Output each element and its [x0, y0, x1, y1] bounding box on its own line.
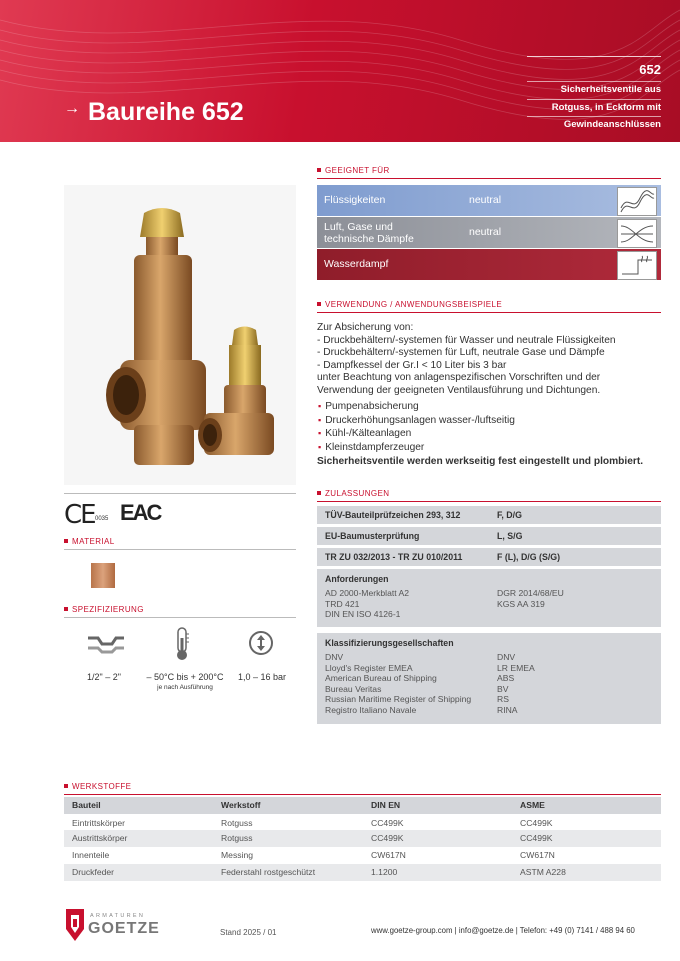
media-name: Luft, Gase und technische Dämpfe: [324, 221, 414, 245]
usage-intro: Zur Absicherung von:: [317, 322, 414, 333]
connection-size-icon: [86, 630, 126, 661]
requirements-left: AD 2000-Merkblatt A2 TRD 421 DIN EN ISO 4126-1: [325, 588, 410, 619]
footer-stand: Stand 2025 / 01: [220, 928, 277, 937]
classification-title: Klassifizierungsgesellschaften: [325, 638, 454, 648]
media-row-liquids: [317, 185, 661, 216]
section-heading-material: MATERIAL: [64, 537, 115, 546]
list-item: ▪ Druckerhöhungsanlagen wasser-/luftseitig: [328, 414, 667, 428]
media-row-gases: [317, 217, 661, 248]
material-swatch: [91, 563, 115, 588]
divider: [317, 312, 661, 313]
section-heading-media: GEEIGNET FÜR: [317, 166, 390, 175]
page-title: Baureihe 652: [88, 98, 244, 126]
requirements-block: [317, 569, 661, 627]
ce-mark: CE: [64, 500, 95, 530]
divider: [64, 617, 296, 618]
usage-line: - Dampfkessel der Gr.I < 10 Liter bis 3 bar: [317, 359, 507, 371]
product-image: [64, 185, 296, 485]
logo-subtitle: ARMATUREN: [90, 913, 146, 919]
ce-number: 0035: [95, 516, 109, 522]
spec-temperature: – 50°C bis + 200°C: [146, 672, 224, 682]
media-row-steam: [317, 249, 661, 280]
section-heading-spec: SPEZIFIZIERUNG: [64, 605, 144, 614]
series-number: 652: [639, 62, 661, 77]
media-value: neutral: [469, 226, 502, 238]
list-item: ▪ Kleinstdampferzeuger: [328, 441, 667, 455]
usage-line: Verwendung der geeigneten Ventilausführung und Dichtungen.: [317, 384, 601, 396]
section-heading-materials-table: WERKSTOFFE: [64, 782, 131, 791]
table-header: Bauteil Werkstoff DIN EN ASME: [64, 797, 661, 814]
table-row: Druckfeder Federstahl rostgeschützt 1.1200 ASTM A228: [64, 864, 661, 881]
requirements-title: Anforderungen: [325, 574, 389, 584]
divider: [64, 549, 296, 550]
table-row: Eintrittskörper Rotguss CC499K CC499K: [64, 815, 661, 832]
approval-row: TR ZU 032/2013 - TR ZU 010/2011 F (L), D/G (S/G): [317, 548, 661, 566]
spec-size: 1/2" – 2": [87, 672, 121, 682]
classification-block: [317, 633, 661, 724]
approval-row: EU-Baumusterprüfung L, S/G: [317, 527, 661, 545]
title-arrow-icon: →: [64, 100, 80, 117]
footer-contact: www.goetze-group.com | info@goetze.de | Telefon: +49 (0) 7141 / 488 94 60: [371, 926, 635, 935]
thermometer-icon: [172, 626, 192, 667]
spec-temperature-note: je nach Ausführung: [157, 684, 213, 691]
eac-mark: EAC: [120, 500, 161, 525]
goetze-logo: [64, 907, 86, 948]
classification-left: DNV Lloyd's Register EMEA American Bureau of Shipping Bureau Veritas Russian Maritime Register of Shipping Registro Italiano Navale: [325, 652, 472, 715]
divider: [64, 794, 661, 795]
steam-icon: [617, 251, 657, 280]
approval-row: TÜV-Bauteilprüfzeichen 293, 312 F, D/G: [317, 506, 661, 524]
logo-wordmark: GOETZE: [88, 920, 160, 937]
header-info-box: [527, 56, 661, 134]
media-name: Flüssigkeiten: [324, 194, 386, 206]
classification-right: DNV LR EMEA ABS BV RS RINA: [497, 652, 535, 715]
usage-text: [317, 322, 667, 469]
liquid-flow-icon: [617, 187, 657, 216]
spec-pressure: 1,0 – 16 bar: [237, 672, 287, 682]
media-name: Wasserdampf: [324, 258, 389, 270]
series-description: Sicherheitsventile aus Rotguss, in Eckform mit Gewindeanschlüssen: [527, 81, 661, 134]
table-row: Austrittskörper Rotguss CC499K CC499K: [64, 830, 661, 847]
gas-flow-icon: [617, 219, 657, 248]
list-item: ▪ Pumpenabsicherung: [328, 400, 667, 414]
pressure-icon: [248, 630, 274, 661]
usage-bullets: [317, 400, 667, 454]
requirements-right: DGR 2014/68/EU KGS AA 319: [497, 588, 564, 609]
divider: [317, 501, 661, 502]
divider: [64, 493, 296, 494]
usage-line: - Druckbehältern/-systemen für Wasser und neutrale Flüssigkeiten: [317, 334, 616, 346]
usage-line: unter Beachtung von anlagenspezifischen Vorschriften und der: [317, 372, 601, 383]
section-heading-approvals: ZULASSUNGEN: [317, 489, 389, 498]
divider: [317, 178, 661, 179]
list-item: ▪ Kühl-/Kälteanlagen: [328, 427, 667, 441]
section-heading-usage: VERWENDUNG / ANWENDUNGSBEISPIELE: [317, 300, 502, 309]
media-value: neutral: [469, 194, 502, 206]
table-row: Innenteile Messing CW617N CW617N: [64, 847, 661, 864]
usage-line: - Druckbehältern/-systemen für Luft, neutrale Gase und Dämpfe: [317, 347, 605, 358]
usage-note: Sicherheitsventile werden werkseitig fest eingestellt und plombiert.: [317, 456, 644, 467]
